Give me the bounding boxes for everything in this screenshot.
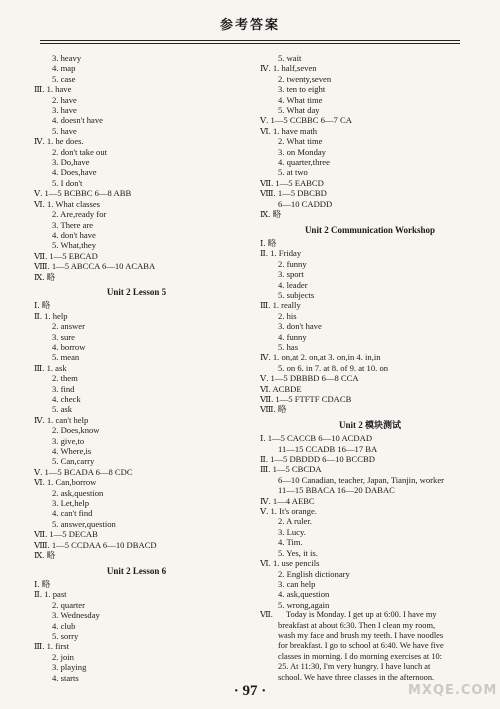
answer-line: Ⅳ. 1. he does. — [34, 136, 84, 147]
answer-line: 6—10 CADDD — [278, 198, 333, 209]
answer-line: 4. check — [52, 394, 81, 404]
answer-line: 2. have — [52, 94, 77, 105]
answer-line: 4. Tim. — [278, 537, 303, 548]
page-title: 参考答案 — [219, 17, 280, 32]
answer-line: Ⅷ. 1—5 ABCCA 6—10 ACABA — [34, 261, 156, 272]
answer-line: Ⅵ. 1. Can,borrow — [34, 477, 97, 488]
answer-line: 2. answer — [52, 321, 85, 332]
answer-line: 2. A ruler. — [278, 516, 312, 527]
answer-line: Ⅲ. 1. ask — [34, 362, 67, 373]
answer-line: Ⅳ. 1. can't help — [34, 414, 89, 425]
reading-paragraph — [260, 610, 480, 683]
answer-line: Ⅸ. 略 — [260, 209, 282, 220]
answer-line: 3. sport — [278, 269, 304, 280]
answer-line: Ⅴ. 1—5 DBBBD 6—8 CCA — [260, 373, 359, 384]
answer-line: 2. his — [278, 310, 297, 321]
header-rule — [40, 40, 460, 41]
paragraph-line: for breakfast. I go to school at 6:40. We have five — [278, 641, 444, 651]
paragraph-label: Ⅶ. — [260, 610, 273, 620]
paragraph-line: classes in morning. I do morning exercises at 10: — [278, 651, 442, 661]
answer-line: 5. has — [278, 341, 299, 352]
answer-line: 5. Can,carry — [52, 456, 95, 467]
answer-line: 3. Do,have — [52, 157, 90, 168]
paragraph-line: breakfast at about 6:30. Then I clean my room, — [278, 620, 436, 630]
answer-line: Ⅰ. 1—5 CACCB 6—10 ACDAD — [260, 433, 373, 444]
answer-line: 5. at two — [278, 167, 308, 178]
answer-line: 4. can't find — [52, 508, 93, 519]
answer-line: 3. can help — [278, 578, 316, 589]
answer-line: 3. ten to eight — [278, 84, 326, 95]
answer-line: 5. sorry — [52, 630, 79, 641]
answer-line: 4. don't have — [52, 229, 96, 240]
answer-line: 5. wrong,again — [278, 599, 330, 610]
paragraph-line: school. We have three classes in the afternoon. — [278, 672, 435, 682]
answer-line: Ⅶ. 1—5 FTFTF CDACB — [260, 394, 352, 404]
answer-line: Ⅶ. 1—5 EBCAD — [34, 250, 98, 261]
paragraph-line: wash my face and brush my teeth. I have noodles — [278, 630, 444, 640]
answer-line: 5. wait — [278, 53, 302, 63]
answer-line: 4. borrow — [52, 341, 86, 352]
answer-line: 5. answer,question — [52, 518, 116, 529]
answer-line: 2. ask,question — [52, 487, 104, 498]
answer-line: 3. Let,help — [52, 498, 89, 509]
answer-line: 2. English dictionary — [278, 568, 350, 579]
answer-line: Ⅱ. 1. help — [34, 310, 68, 321]
answer-line: 3. have — [52, 105, 77, 116]
answer-line: Ⅵ. 1. use pencils — [260, 558, 320, 569]
paragraph-line: 25. At 11:30, I'm very hungry. I have lunch at — [278, 662, 431, 672]
answer-line: 5. ask — [52, 404, 73, 415]
answer-line: 3. don't have — [278, 321, 322, 332]
answer-line: 11—15 BBACA 16—20 DABAC — [278, 485, 395, 496]
answer-line: 6—10 Canadian, teacher, Japan, Tianjin, worker — [278, 474, 444, 485]
page-number: · 97 · — [233, 683, 267, 699]
section-heading: Unit 2 模块测试 — [338, 419, 401, 430]
answer-line: 2. join — [52, 651, 74, 662]
answer-line: 2. twenty,seven — [278, 73, 332, 84]
answer-line: 4. quarter,three — [278, 157, 330, 168]
paragraph-line: Today is Monday. I get up at 6:00. I have my — [286, 610, 437, 620]
answer-line: 3. sure — [52, 331, 75, 342]
answer-line: Ⅲ. 1—5 CBCDA — [260, 464, 322, 475]
answer-line: Ⅰ. 略 — [34, 578, 51, 589]
right-column — [260, 53, 480, 683]
answer-line: 3. on Monday — [278, 146, 326, 157]
section-heading: Unit 2 Lesson 6 — [106, 565, 167, 576]
answer-line: Ⅴ. 1—5 BCADA 6—8 CDC — [34, 466, 133, 477]
answer-line: Ⅴ. 1—5 BCBBC 6—8 ABB — [34, 188, 132, 199]
answer-line: 11—15 CCADB 16—17 BA — [278, 443, 378, 454]
page-header — [0, 0, 500, 42]
answer-line: 4. map — [52, 63, 76, 74]
answer-line: Ⅴ. 1—5 CCBBC 6—7 CA — [260, 115, 352, 126]
watermark: MXQE.COM — [408, 683, 498, 698]
answer-line: 4. Does,have — [52, 167, 97, 178]
answer-line: 5. What,they — [52, 240, 96, 251]
answer-line: Ⅵ. 1. What classes — [34, 198, 101, 209]
answer-line: 3. playing — [52, 662, 87, 673]
answer-line: Ⅲ. 1. first — [34, 641, 70, 652]
answer-line: Ⅲ. 1. have — [34, 84, 72, 95]
answer-line: 2. What time — [278, 136, 323, 147]
answer-line: 3. heavy — [52, 53, 82, 63]
answer-line: Ⅳ. 1. on,at 2. on,at 3. on,in 4. in,in — [260, 352, 381, 363]
answer-line: 4. funny — [278, 331, 307, 342]
answer-line: Ⅶ. 1—5 DECAB — [34, 529, 98, 540]
answer-line: 2. quarter — [52, 599, 85, 610]
answer-line: 2. Does,know — [52, 425, 100, 436]
answer-line: 4. club — [52, 620, 76, 631]
answer-line: 2. funny — [278, 258, 307, 269]
section-heading: Unit 2 Communication Workshop — [304, 224, 436, 235]
answer-line: 3. give,to — [52, 435, 85, 446]
answer-line: Ⅲ. 1. really — [260, 300, 301, 311]
answer-line: Ⅳ. 1. half,seven — [260, 63, 317, 74]
answer-line: 4. doesn't have — [52, 115, 103, 126]
answer-line: 5. case — [52, 73, 76, 84]
answer-line: Ⅵ. ACBDE — [260, 383, 302, 394]
answer-line: Ⅰ. 略 — [260, 237, 277, 248]
answer-line: Ⅴ. 1. It's orange. — [260, 506, 317, 517]
answer-line: 3. Wednesday — [52, 610, 100, 621]
answer-line: 5. mean — [52, 352, 80, 363]
answer-line: Ⅰ. 略 — [34, 300, 51, 311]
answer-line: Ⅱ. 1. Friday — [260, 248, 302, 259]
answer-line: 4. What time — [278, 94, 323, 105]
answer-line: 5. What day — [278, 105, 320, 116]
answer-line: 3. There are — [52, 219, 94, 230]
answer-line: 5. on 6. in 7. at 8. of 9. at 10. on — [278, 362, 389, 373]
answer-line: 5. I don't — [52, 177, 83, 188]
section-heading: Unit 2 Lesson 5 — [106, 286, 167, 297]
answer-line: Ⅸ. 略 — [34, 271, 56, 282]
answer-line: Ⅶ. 1—5 EABCD — [260, 177, 324, 188]
answer-line: Ⅵ. 1. have math — [260, 125, 318, 136]
answer-line: Ⅱ. 1—5 DBDDD 6—10 BCCBD — [260, 454, 375, 465]
paragraph-row — [260, 610, 480, 620]
answer-line: 4. leader — [278, 279, 308, 290]
answer-line: 5. have — [52, 125, 77, 136]
answer-line: Ⅷ. 略 — [260, 404, 287, 415]
answer-line: 5. Yes, it is. — [278, 547, 318, 558]
answer-line: 4. ask,question — [278, 589, 330, 600]
answer-line: 4. starts — [52, 672, 79, 683]
answer-line: Ⅱ. 1. past — [34, 589, 67, 600]
left-column — [34, 53, 239, 683]
answer-line: Ⅳ. 1—4 AEBC — [260, 495, 315, 506]
answer-line: 2. them — [52, 373, 78, 384]
answer-line: 2. Are,ready for — [52, 209, 107, 220]
header-rule-thin — [40, 43, 460, 44]
answer-line: 4. Where,is — [52, 446, 92, 457]
answer-line: 3. find — [52, 383, 75, 394]
answer-line: Ⅷ. 1—5 CCDAA 6—10 DBACD — [34, 539, 157, 550]
answer-line: 2. don't take out — [52, 146, 108, 157]
answer-line: Ⅸ. 略 — [34, 550, 56, 561]
answer-line: 5. subjects — [278, 289, 315, 300]
answer-line: 3. Lucy. — [278, 526, 306, 537]
answer-line: Ⅷ. 1—5 DBCBD — [260, 188, 327, 199]
